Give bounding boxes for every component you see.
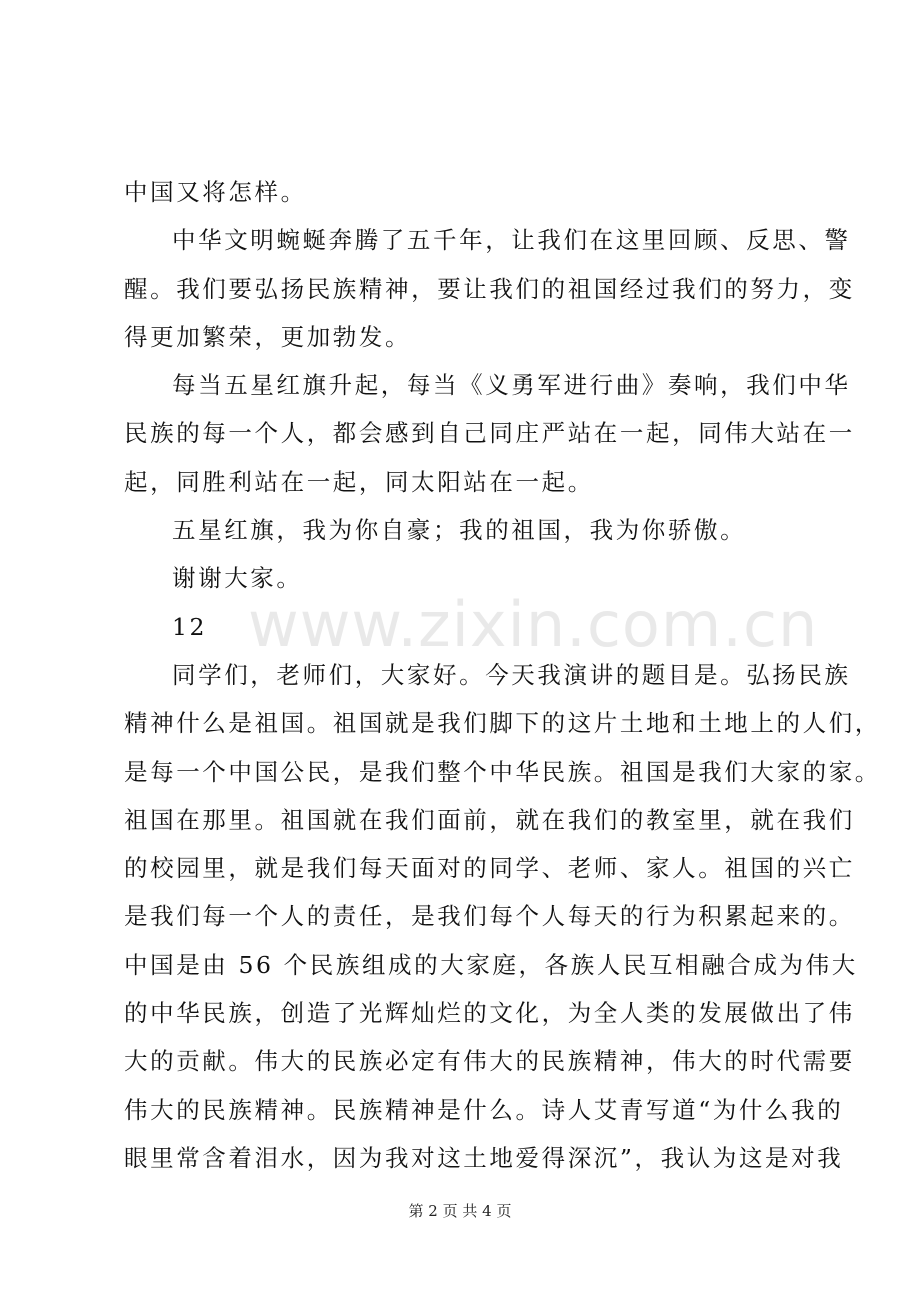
text-line: 的中华民族，创造了光辉灿烂的文化，为全人类的发展做出了伟 — [124, 999, 855, 1028]
text-line: 伟大的民族精神。民族精神是什么。诗人艾青写道“为什么我的 — [124, 1095, 844, 1124]
text-line: 精神什么是祖国。祖国就是我们脚下的这片土地和土地上的人们， — [124, 709, 881, 738]
text-line: 起，同胜利站在一起，同太阳站在一起。 — [124, 467, 594, 496]
page-footer: 第 2 页 共 4 页 — [408, 1202, 512, 1220]
text-line: 祖国在那里。祖国就在我们面前，就在我们的教室里，就在我们 — [124, 805, 855, 834]
text-line: 是每一个中国公民，是我们整个中华民族。祖国是我们大家的家。 — [124, 757, 881, 786]
text-line: 每当五星红旗升起，每当《义勇军进行曲》奏响，我们中华 — [172, 371, 851, 400]
text-line: 中华文明蜿蜒奔腾了五千年，让我们在这里回顾、反思、警 — [172, 226, 851, 255]
text-line: 得更加繁荣，更加勃发。 — [124, 322, 412, 351]
text-line: 大的贡献。伟大的民族必定有伟大的民族精神，伟大的时代需要 — [124, 1047, 855, 1076]
document-body — [124, 168, 881, 1182]
text-line: 醒。我们要弘扬民族精神，要让我们的祖国经过我们的努力，变 — [124, 274, 855, 303]
text-line: 同学们，老师们，大家好。今天我演讲的题目是。弘扬民族 — [172, 660, 851, 689]
text-line: 是我们每一个人的责任，是我们每个人每天的行为积累起来的。 — [124, 902, 855, 931]
text-line: 中国是由 56 个民族组成的大家庭，各族人民互相融合成为伟大 — [124, 950, 858, 979]
text-line: 眼里常含着泪水，因为我对这土地爱得深沉”，我认为这是对我 — [124, 1143, 844, 1172]
text-line: 的校园里，就是我们每天面对的同学、老师、家人。祖国的兴亡 — [124, 854, 855, 883]
text-line: 民族的每一个人，都会感到自己同庄严站在一起，同伟大站在一 — [124, 419, 855, 448]
text-line: 五星红旗，我为你自豪；我的祖国，我为你骄傲。 — [172, 516, 747, 545]
watermark: www.zixin.com.cn — [248, 588, 819, 661]
text-line: 中国又将怎样。 — [124, 178, 307, 206]
text-line: 谢谢大家。 — [172, 564, 303, 593]
text-line: 12 — [172, 612, 208, 641]
